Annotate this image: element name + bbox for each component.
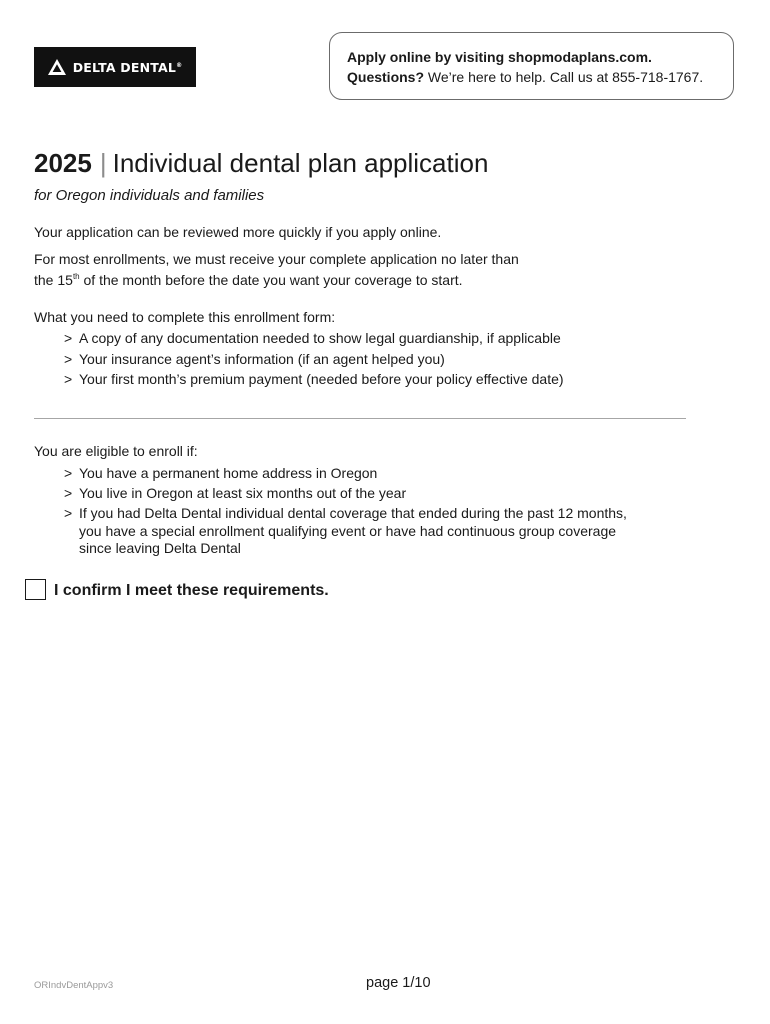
section-divider xyxy=(34,418,686,419)
form-code: ORIndvDentAppv3 xyxy=(34,980,114,991)
page-title xyxy=(34,146,488,180)
page-number: page 1/10 xyxy=(366,975,431,991)
contact-callout xyxy=(329,32,734,100)
list-item: > Your insurance agent’s information (if an agent helped you) xyxy=(64,349,639,370)
list-item: > You live in Oregon at least six months out of the year xyxy=(64,485,407,501)
confirm-requirements xyxy=(25,578,329,600)
intro-paragraph-2: For most enrollments, we must receive your complete application no later than the 15th of the month before the date you want your coverage to start. xyxy=(34,251,519,288)
needs-heading: What you need to complete this enrollment form: xyxy=(34,309,336,325)
apply-online-text: Apply online by visiting shopmodaplans.com. xyxy=(347,49,652,65)
plan-year: 2025 xyxy=(34,148,92,178)
logo-brand-text: DELTA DENTAL® xyxy=(72,59,183,75)
chevron-right-icon: > xyxy=(64,371,73,387)
list-item: > Your first month’s premium payment (needed before your policy effective date) xyxy=(64,369,639,390)
eligibility-heading: You are eligible to enroll if: xyxy=(34,443,198,459)
delta-triangle-icon xyxy=(48,59,66,75)
needs-list xyxy=(64,328,639,390)
chevron-right-icon: > xyxy=(64,505,73,521)
page-subtitle: for Oregon individuals and families xyxy=(34,187,265,204)
intro-paragraph-1: Your application can be reviewed more quickly if you apply online. xyxy=(34,224,442,240)
list-item: > A copy of any documentation needed to show legal guardianship, if applicable xyxy=(64,328,639,349)
title-separator: | xyxy=(99,148,107,178)
confirm-label: I confirm I meet these requirements. xyxy=(54,582,329,599)
chevron-right-icon: > xyxy=(64,350,73,367)
chevron-right-icon: > xyxy=(64,465,73,481)
title-text: Individual dental plan application xyxy=(112,148,489,178)
eligibility-list xyxy=(64,463,639,558)
questions-text: Questions? We’re here to help. Call us at 855-718-1767. xyxy=(347,69,704,85)
confirm-checkbox[interactable] xyxy=(25,579,46,600)
delta-dental-logo xyxy=(34,47,196,87)
chevron-right-icon: > xyxy=(64,485,73,501)
chevron-right-icon: > xyxy=(64,330,73,346)
list-item: > You have a permanent home address in Oregon xyxy=(64,465,378,481)
list-item: > If you had Delta Dental individual dental coverage that ended during the past 12 months, you have a special enrollment qualifying event or have had continuous group coverage since leaving Delta Dental xyxy=(64,505,627,556)
